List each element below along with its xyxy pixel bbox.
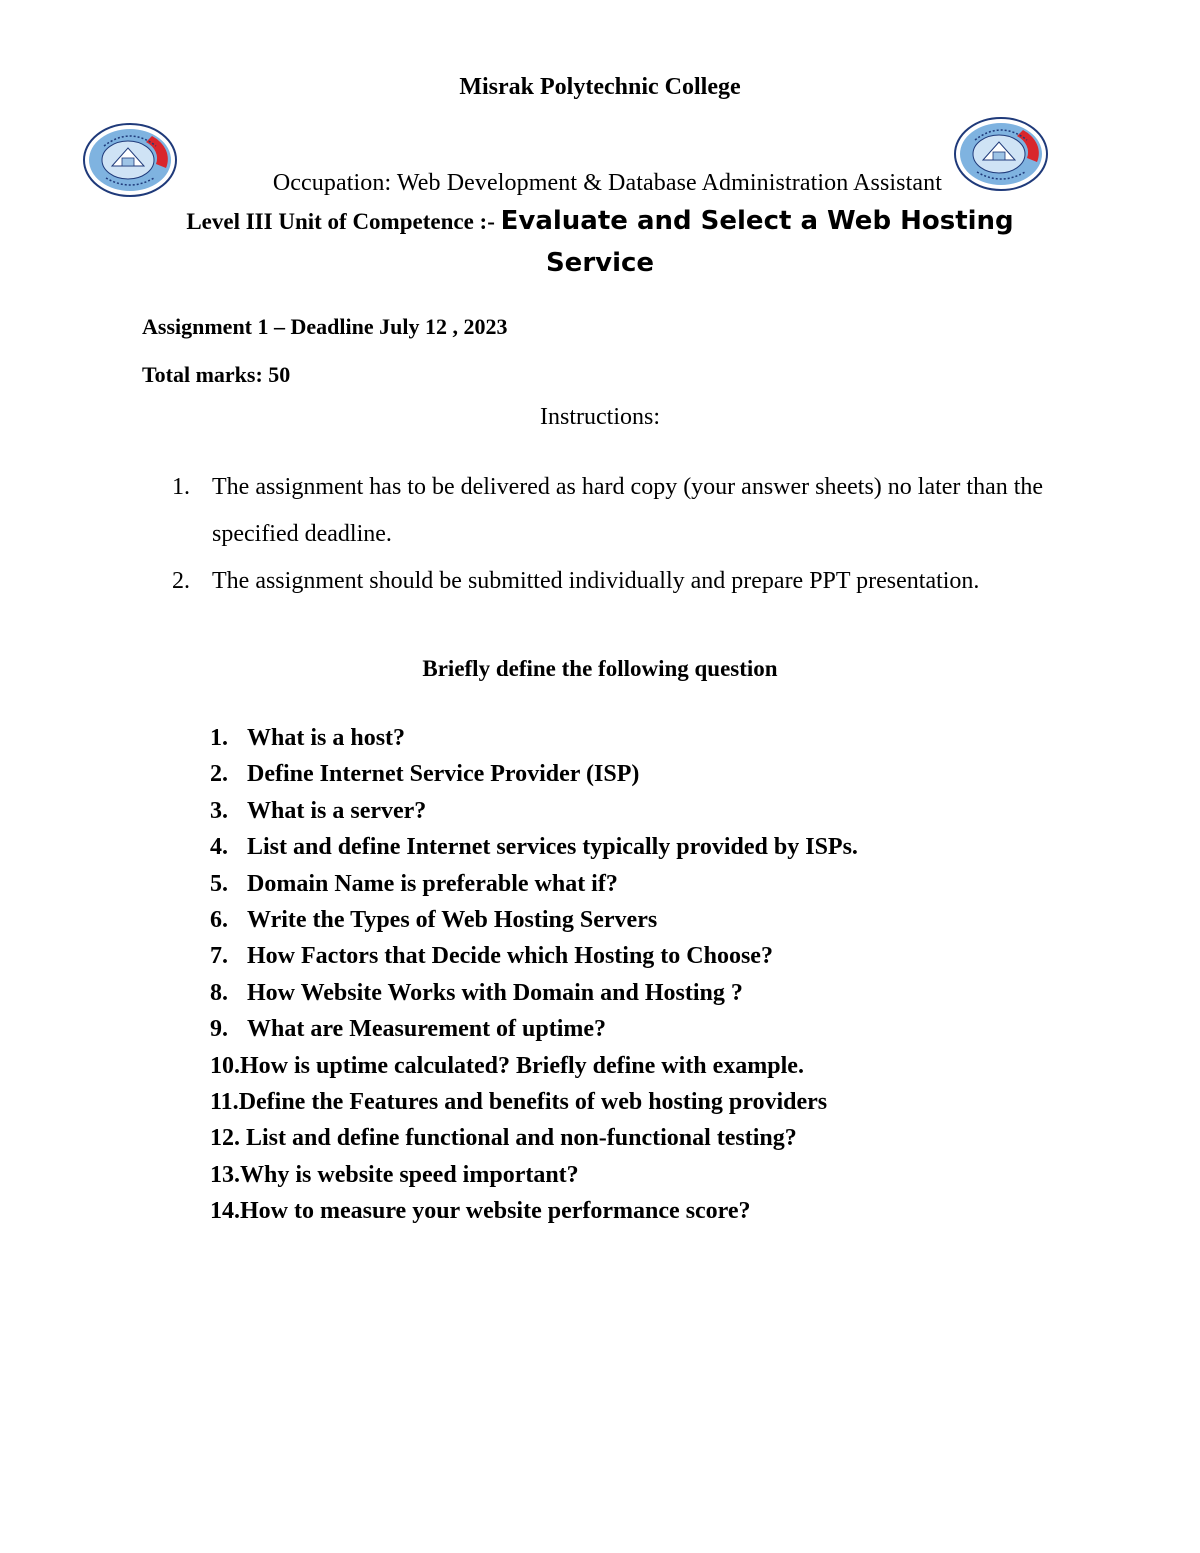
item-text: What is a host?	[247, 725, 406, 751]
item-number: 2.	[172, 568, 190, 594]
item-text: What are Measurement of uptime?	[247, 1016, 607, 1043]
questions-title: Briefly define the following question	[422, 656, 778, 681]
occupation-text: Occupation: Web Development & Database Administration Assistant	[272, 170, 942, 196]
list-item	[210, 938, 1090, 974]
list-item	[210, 1048, 1090, 1084]
item-number: 3.	[210, 797, 228, 824]
instructions-title: Instructions:	[540, 404, 660, 430]
item-number: 13.	[210, 1161, 240, 1188]
item-text: How Factors that Decide which Hosting to Choose?	[247, 943, 773, 970]
list-item	[210, 902, 1090, 938]
item-number: 4.	[210, 834, 228, 861]
item-text: What is a server?	[247, 797, 427, 824]
occupation-line	[0, 170, 1122, 197]
item-number: 8.	[210, 979, 228, 1006]
item-text: List and define functional and non-functional testing?	[240, 1125, 797, 1152]
list-item	[210, 1157, 1090, 1193]
item-number: 1.	[172, 474, 190, 500]
list-item	[210, 793, 1090, 829]
item-number: 2.	[210, 761, 228, 788]
list-item	[210, 975, 1090, 1011]
item-text: Define the Features and benefits of web hosting providers	[238, 1089, 828, 1116]
list-item	[210, 720, 1090, 756]
item-text: How is uptime calculated? Briefly define with example.	[240, 1052, 804, 1079]
list-item	[210, 756, 1090, 792]
assignment-deadline	[142, 314, 507, 340]
assignment-label: Assignment 1 – Deadline July 12 , 2023	[142, 314, 508, 339]
item-text: The assignment should be submitted individually and prepare PPT presentation.	[212, 568, 980, 594]
list-item	[210, 866, 1090, 902]
item-text: Why is website speed important?	[240, 1161, 579, 1188]
competence-unit-title: Evaluate and Select a Web Hosting Service	[500, 206, 1014, 278]
item-number: 12.	[210, 1125, 240, 1152]
questions-list	[210, 720, 1090, 1230]
item-number: 11.	[210, 1089, 239, 1116]
instructions-list	[172, 464, 1052, 605]
item-number: 10.	[210, 1052, 240, 1079]
total-marks: Total marks: 50	[142, 362, 291, 387]
unit-of-competence	[160, 202, 1040, 286]
item-number: 5.	[210, 870, 228, 897]
item-text: How to measure your website performance score?	[240, 1198, 751, 1225]
competence-lead: Level III Unit of Competence :-	[186, 209, 501, 234]
list-item	[210, 829, 1090, 865]
item-number: 9.	[210, 1016, 228, 1043]
item-number: 7.	[210, 943, 228, 970]
list-item	[172, 464, 1052, 558]
item-number: 6.	[210, 907, 228, 934]
college-name: Misrak Polytechnic College	[459, 74, 741, 100]
list-item	[210, 1084, 1090, 1120]
item-text: Write the Types of Web Hosting Servers	[247, 907, 658, 934]
item-text: How Website Works with Domain and Hosting ?	[247, 979, 743, 1006]
item-text: List and define Internet services typically provided by ISPs.	[247, 834, 858, 861]
list-item	[210, 1120, 1090, 1156]
item-number: 14.	[210, 1198, 240, 1225]
item-text: Domain Name is preferable what if?	[247, 870, 618, 897]
list-item	[210, 1011, 1090, 1047]
item-number: 1.	[210, 725, 228, 751]
item-text: Define Internet Service Provider (ISP)	[247, 761, 640, 788]
list-item	[210, 1193, 1090, 1229]
list-item	[172, 558, 1052, 605]
item-text: The assignment has to be delivered as hard copy (your answer sheets) no later than the specified deadline.	[212, 474, 1044, 547]
